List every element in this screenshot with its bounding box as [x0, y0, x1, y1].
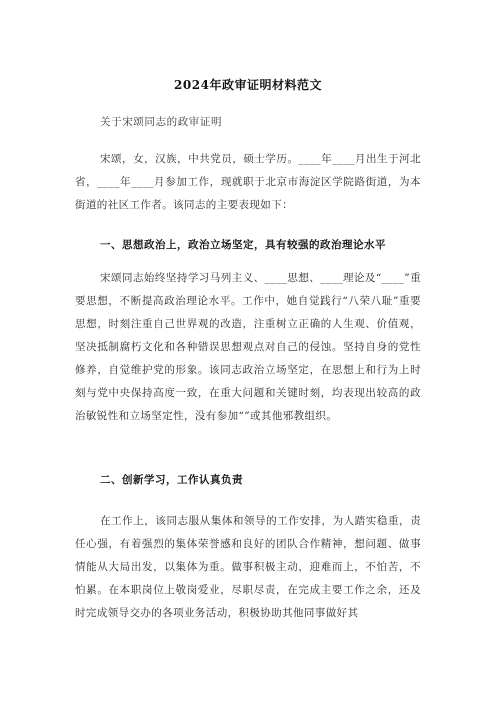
section-heading-2: 二、创新学习，工作认真负责 — [100, 474, 243, 486]
section-body-1: 宋颂同志始终坚持学习马列主义、____思想、____理论及“____”重要思想，不断提高政治理论水平。工作中，她自觉践行“八荣八耻”重要思想，时刻注重自己世界观的改造，注重树立正确的人生观、价值观，坚决抵制腐朽文化和各种错误思想观点对自己的侵蚀。坚持自身的党性修养，自觉维护党的形象。该同志政治立场坚定，在思想上和行为上时刻与党中央保持高度一致，在重大问题和关键时刻，均表现出较高的政治敏锐性和立场坚定性，没有参加“”或其他邪教组织。 — [75, 272, 421, 422]
intro-paragraph: 宋颂，女，汉族，中共党员，硕士学历。____年____月出生于河北省，____年____月参加工作，现就职于北京市海淀区学院路街道，为本街道的社区工作者。该同志的主要表现如下： — [75, 153, 421, 211]
document-subtitle: 关于宋颂同志的政审证明 — [100, 116, 223, 128]
section-body-2: 在工作上，该同志服从集体和领导的工作安排，为人踏实稳重，责任心强，有着强烈的集体荣誉感和良好的团队合作精神，想问题、做事情能从大局出发，以集体为重。做事积极主动，迎难而上，不怕苦，不怕累。在本职岗位上敬岗爱业，尽职尽责，在完成主要工作之余，还及时完成领导交办的各项业务活动，积极协助其他同事做好其 — [75, 515, 421, 619]
section-heading-1: 一、思想政治上，政治立场坚定，具有较强的政治理论水平 — [100, 239, 386, 251]
document-title: 2024年政审证明材料范文 — [174, 78, 322, 92]
